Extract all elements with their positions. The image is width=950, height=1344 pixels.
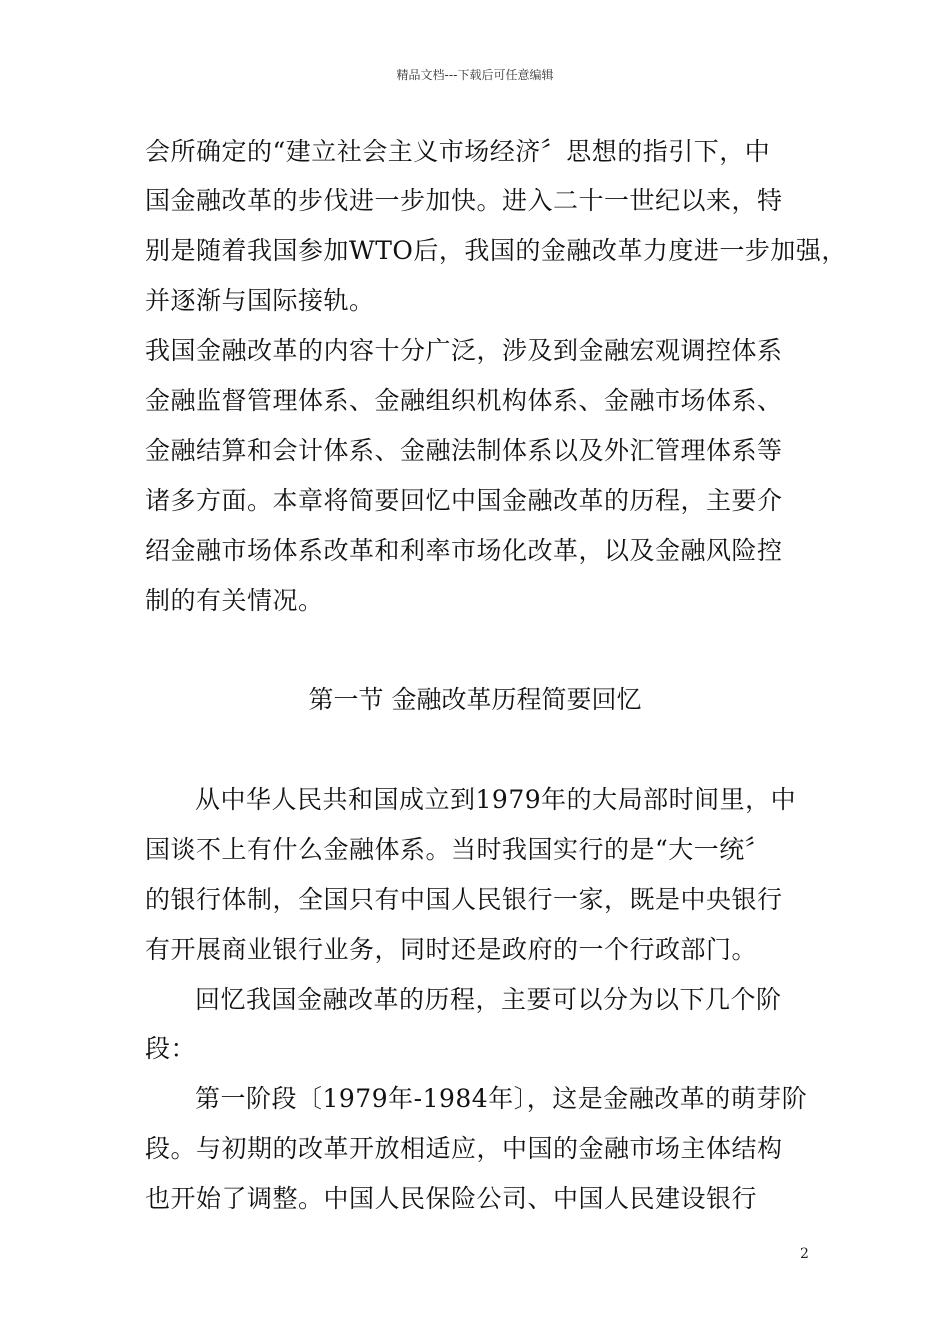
text-line: 段。与初期的改革开放相适应，中国的金融市场主体结构: [145, 1134, 783, 1163]
text-line: 别是随着我国参加WTO后，我国的金融改革力度进一步加强，: [145, 236, 847, 265]
text-line: 金融监督管理体系、金融组织机构体系、金融市场体系、: [145, 386, 783, 415]
text-line: 诸多方面。本章将简要回忆中国金融改革的历程，主要介: [145, 486, 783, 515]
text-line: 段：: [145, 1034, 197, 1063]
text-line: 也开始了调整。中国人民保险公司、中国人民建设银行: [145, 1184, 758, 1213]
text-line: 制的有关情况。: [145, 586, 324, 615]
text-line: 会所确定的“建立社会主义市场经济〞思想的指引下，中: [145, 137, 771, 166]
text-line: 并逐渐与国际接轨。: [145, 286, 375, 315]
text-line: 第一阶段〔1979年-1984年〕，这是金融改革的萌芽阶: [195, 1084, 808, 1113]
page-header: 精品文档---下载后可任意编辑: [396, 68, 554, 82]
text-line: 国金融改革的步伐进一步加快。进入二十一世纪以来，特: [145, 186, 783, 215]
text-line: 金融结算和会计体系、金融法制体系以及外汇管理体系等: [145, 436, 783, 465]
text-line: 从中华人民共和国成立到1979年的大局部时间里，中: [195, 785, 797, 814]
text-line: 国谈不上有什么金融体系。当时我国实行的是“大一统〞: [145, 835, 771, 864]
section-title: 第一节 金融改革历程简要回忆: [308, 685, 642, 714]
page-number: 2: [800, 1246, 809, 1262]
text-line: 回忆我国金融改革的历程，主要可以分为以下几个阶: [195, 985, 782, 1014]
text-line: 我国金融改革的内容十分广泛，涉及到金融宏观调控体系: [145, 336, 783, 365]
text-line: 绍金融市场体系改革和利率市场化改革，以及金融风险控: [145, 536, 783, 565]
text-line: 有开展商业银行业务，同时还是政府的一个行政部门。: [145, 935, 758, 964]
text-line: 的银行体制，全国只有中国人民银行一家，既是中央银行: [145, 885, 783, 914]
